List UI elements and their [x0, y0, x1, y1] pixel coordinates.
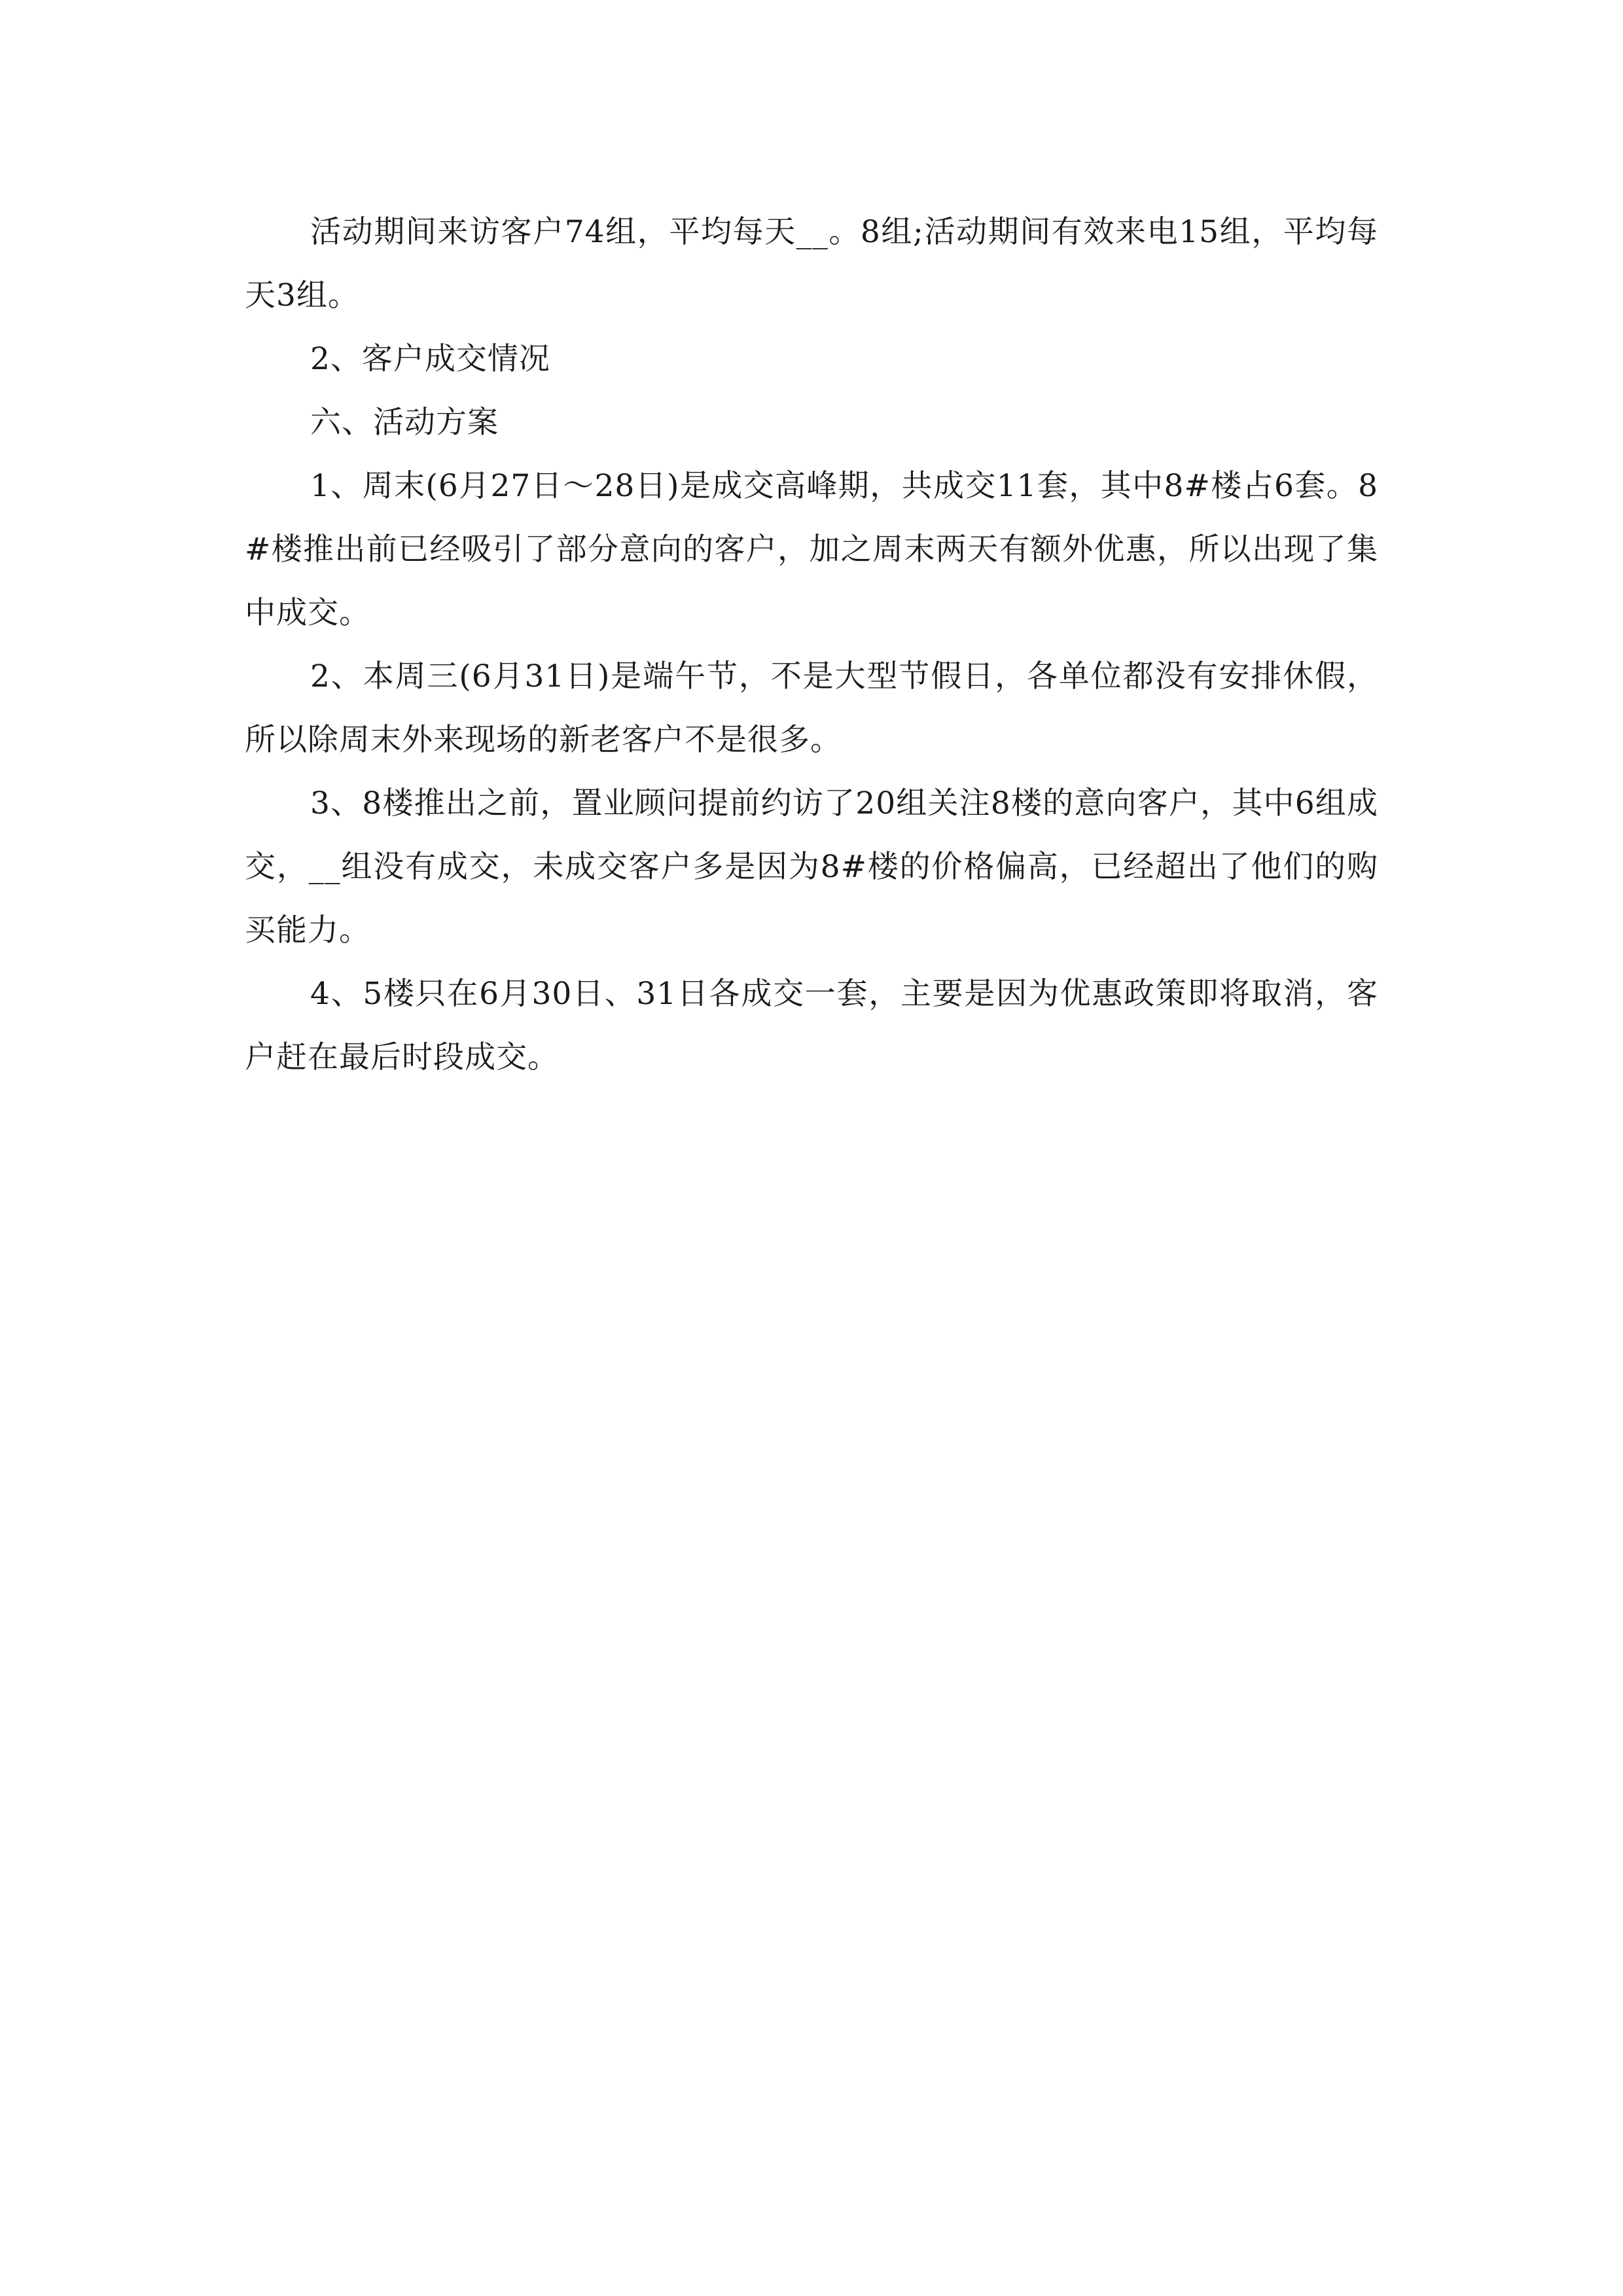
paragraph-visitor-stats: 活动期间来访客户74组，平均每天__。8组;活动期间有效来电15组，平均每天3组。: [245, 214, 1378, 314]
paragraph-building-8-launch: 3、8楼推出之前，置业顾问提前约访了20组关注8楼的意向客户，其中6组成交，__组没有成交，未成交客户多是因为8#楼的价格偏高，已经超出了他们的购买能力。: [245, 785, 1378, 948]
paragraph-building-5-deals: 4、5楼只在6月30日、31日各成交一套，主要是因为优惠政策即将取消，客户赶在最后时段成交。: [245, 976, 1378, 1075]
paragraph-deal-status-heading: 2、客户成交情况: [310, 341, 550, 377]
paragraph-dragon-boat-festival: 2、本周三(6月31日)是端午节，不是大型节假日，各单位都没有安排休假，所以除周末外来现场的新老客户不是很多。: [245, 658, 1378, 758]
paragraph-weekend-deals: 1、周末(6月27日～28日)是成交高峰期，共成交11套，其中8#楼占6套。8#楼推出前已经吸引了部分意向的客户，加之周末两天有额外优惠，所以出现了集中成交。: [245, 468, 1378, 631]
paragraph-activity-plan-heading: 六、活动方案: [310, 404, 499, 440]
document-body: [245, 200, 1378, 1089]
